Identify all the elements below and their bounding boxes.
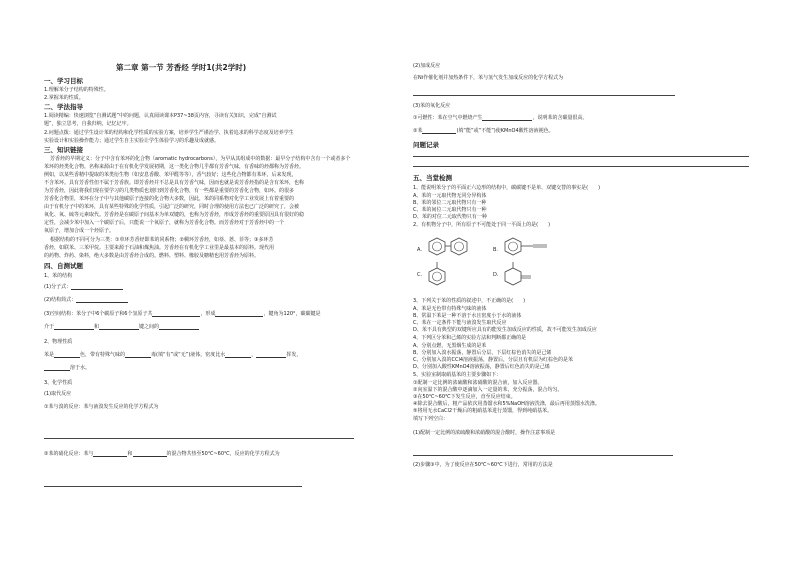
test-question: 4、下列区分苯和己烯的实验方法和判断都正确的是 bbox=[413, 335, 527, 341]
test-question: 2、有机物分子中，所有原子不可能处于同一平面上的是( ) bbox=[413, 222, 551, 228]
answer-blank[interactable] bbox=[54, 352, 80, 358]
answer-blank[interactable] bbox=[422, 128, 456, 134]
answer-blank[interactable] bbox=[44, 365, 70, 371]
answer-blank[interactable] bbox=[71, 284, 123, 290]
question-line: ②苯的硝化反应：苯与 和 的混合物共热至50℃~60℃，反应的化学方程式为 bbox=[44, 451, 280, 457]
answer-blank[interactable] bbox=[225, 352, 251, 358]
link-text: 根据结构的不同可分为三类：①单环芳香烃即苯的同系物；②稠环芳香烃，如萘、蒽、菲等；③多环芳 bbox=[50, 237, 274, 243]
option[interactable]: D、苯不具有典型的双键所应具有的能发生加成反应的性质，故不可能发生加成反应 bbox=[413, 327, 597, 333]
section-heading: 三、知识链接 bbox=[44, 146, 83, 154]
step: ④除去混合酸后，粗产品依次用蒸馏水和5%NaOH溶液洗涤，最后再用蒸馏水洗涤。 bbox=[413, 401, 600, 407]
link-text: 的药物、炸药、染料，绝大多数是由芳香烃合成的。燃料、塑料、橡胶及糖精也用芳香烃为原料。 bbox=[44, 253, 260, 259]
test-question: 5、实验室制取硝基苯的主要步骤如下： bbox=[413, 372, 502, 378]
question-line: 苯是 色，带有特殊气味的 毒(填“有”或“无”)液体，密度比水 ， 挥发， bbox=[44, 352, 302, 358]
guide-text: 1.阅读精编：快速浏览“自测试题”中的问题，认真阅读课本P37~38页内容，寻读有关知识，完成“自测试 bbox=[44, 113, 277, 119]
option[interactable]: C. bbox=[417, 272, 423, 278]
link-text: 不含苯环。具有芳香性但不属于芳香族。即芳香烃并不总是具有芳香气味，因而也就是说芳香烃指的是含有苯环，也称 bbox=[44, 180, 305, 186]
option[interactable]: B、苯的邻位二元取代物只有一种 bbox=[413, 200, 487, 206]
question-heading: 3、化学性质 bbox=[44, 380, 73, 386]
goal-item: 2.掌握苯的性质。 bbox=[44, 95, 84, 101]
step: ③在50℃~60℃下发生反应，直至反应结束。 bbox=[413, 394, 516, 400]
option[interactable]: A、苯的一元取代物无同分异构体 bbox=[413, 193, 487, 199]
question-line: ①苯与溴的反应：苯与液溴发生反应的化学方程式为 bbox=[44, 404, 159, 410]
note-line[interactable] bbox=[413, 166, 749, 167]
question-line: (2)结构简式： bbox=[44, 297, 128, 303]
answer-line[interactable] bbox=[44, 438, 354, 439]
answer-blank[interactable] bbox=[125, 352, 151, 358]
answer-blank[interactable] bbox=[133, 451, 167, 457]
section-heading: 二、学法指导 bbox=[44, 103, 83, 111]
link-text: 例如，以某些香精中提取的苯类衍生物（如安息香酸、苯甲醛等等），香气较好；这些化合物都有苯环，后来发现， bbox=[44, 172, 297, 178]
answer-blank[interactable] bbox=[99, 324, 139, 330]
link-text: 氧化、氧、硫等元素取代。芳香烃是在碳原子间基本为单双键的，也称为芳香烃，形成芳香烃的重要原因具有很好的稳 bbox=[44, 212, 305, 218]
guide-text: 实验设计和实验操作能力；通过学生自主实验让学生体验学习的乐趣及成就感。 bbox=[44, 138, 220, 144]
link-text: 香烃，如联苯、三苯甲烷。主要来源于石油和煤焦油。芳香烃在有机化学工业里是最基本的原料。现代用 bbox=[44, 245, 275, 251]
page-title: 第二章 第一节 芳香烃 学时1(共2学时) bbox=[116, 63, 247, 72]
link-text: 苯环的烃类化合物。名称来源由于在有机化学发展初期，这一类化合物几乎都有芳香气味，有香味的烃都称为芳香烃。 bbox=[44, 164, 305, 170]
section-heading: 四、自测试题 bbox=[44, 262, 83, 270]
benzene-structure bbox=[427, 236, 487, 262]
option[interactable]: A、分别点燃，无黑烟生成的是苯 bbox=[413, 343, 487, 349]
section-heading: 问题记录 bbox=[413, 141, 439, 149]
answer-blank[interactable] bbox=[54, 324, 94, 330]
question-line: (3)苯的氧化反应 bbox=[413, 103, 451, 109]
guide-text: 2.问题点拨：通过学生设计苯的结构和化学性质的实验方案，培养学生严谨治学、执着追求的科学态度及培养学生 bbox=[44, 130, 294, 136]
question-line: (2)加成反应 bbox=[413, 63, 441, 69]
question-heading: 1、苯的结构 bbox=[44, 273, 73, 279]
question-line: 在Ni作催化剂并加热条件下，苯与氢气发生加成反应的化学方程式为 bbox=[413, 75, 564, 81]
answer-blank[interactable] bbox=[215, 311, 263, 317]
answer-blank[interactable] bbox=[256, 352, 286, 358]
section-heading: 一、学习目标 bbox=[44, 77, 83, 85]
question-line: (2)步骤③中，为了使反应在50℃~60℃下进行，常用的方法是 bbox=[413, 462, 553, 468]
instruction: 填写下列空白： bbox=[413, 416, 449, 422]
question-line: 介于 和 键之间的 bbox=[44, 324, 199, 330]
answer-line[interactable] bbox=[413, 95, 675, 96]
link-text: 由于有机分子中的苯环，具有某些特殊的化学性质，引起广泛的研究，同时合理的使用方法也已广泛的研究了，会被 bbox=[44, 204, 300, 210]
answer-blank[interactable] bbox=[159, 324, 199, 330]
option[interactable]: B. bbox=[493, 247, 499, 253]
link-text: 氧原子，增加合成一个烃原子。 bbox=[44, 228, 115, 234]
option[interactable]: C、分别加入溴的CCl4溶液振荡，静置后，分层且有机层为红棕色的是苯 bbox=[413, 357, 574, 363]
answer-blank[interactable] bbox=[482, 115, 532, 121]
option[interactable]: D、苯的对位二元取代物只有一种 bbox=[413, 214, 487, 220]
option[interactable]: C、苯的间位二元取代物只有一种 bbox=[413, 207, 487, 213]
option[interactable]: D. bbox=[493, 272, 499, 278]
question-heading: 2、物理性质 bbox=[44, 339, 73, 345]
answer-line[interactable] bbox=[44, 486, 302, 487]
question-line: (3)空间结构：苯分子中6个碳原子和6个氢原子共 ，形成 ，键角为120°，碳碳键是 bbox=[44, 311, 321, 317]
option[interactable]: B、分别加入溴水振荡，静置后分层，下层红棕色消失的是己烯 bbox=[413, 350, 552, 356]
step: ①配制一定比例的浓硫酸和浓硝酸的混合液，加入反应器。 bbox=[413, 380, 543, 386]
answer-blank[interactable] bbox=[152, 311, 200, 317]
styrene-structure bbox=[503, 236, 563, 262]
section-heading: 五、当堂检测 bbox=[413, 174, 452, 182]
option[interactable]: A. bbox=[417, 247, 422, 253]
option[interactable]: D、分别加入酸性KMnO4溶液振荡，静置后红色消失的是己烯 bbox=[413, 364, 550, 370]
goal-item: 1.理解苯分子结构的特殊性。 bbox=[44, 87, 109, 93]
link-text: 定性，会减少苯中加入一个碳原子后，只能说一个氧原子，就称为芳香化合物。而芳香烃对于芳香烃中的一个 bbox=[44, 220, 285, 226]
question-line: 溶于水。 bbox=[44, 365, 90, 371]
test-question: 1、能说明苯分子的平面正六边形的结构中，碳碳键不是单、双键交替的事实是( ) bbox=[413, 185, 601, 191]
option[interactable]: A、苯是无色带有特殊气味的液体 bbox=[413, 306, 487, 312]
answer-blank[interactable] bbox=[76, 297, 128, 303]
test-question: 3、下列关于苯的性质的叙述中，不正确的是( ) bbox=[413, 298, 526, 304]
question-line: (1)分子式： bbox=[44, 284, 123, 290]
guide-text: 题”，独立思考，自我归纳，记忆记牢。 bbox=[44, 121, 132, 127]
step: ②向室温下的混合酸中逐滴加入一定量的苯，充分振荡，混合均匀。 bbox=[413, 387, 563, 393]
note-line[interactable] bbox=[413, 156, 749, 157]
toluene-structure bbox=[427, 262, 467, 288]
question-line: (1)配制一定比例的浓硫酸和浓硝酸的混合酸时，操作注意事项是 bbox=[413, 430, 556, 436]
question-line: (1)取代反应 bbox=[44, 391, 72, 397]
link-text: 为芳香烃，因此将我们现在要学习的几类物质也划归到芳香化合物，有一些都是重要的芳香化合物，如环。的很多 bbox=[44, 188, 295, 194]
question-line: ①可燃性：苯在空气中燃烧产生 ，说明苯的含碳量很高。 bbox=[413, 115, 588, 121]
option[interactable]: C、苯在一定条件下能与液溴发生取代反应 bbox=[413, 320, 507, 326]
link-text: 芳香烃的早期定义：分子中含有苯环的化合物（aromatic hydrocarbons），为早从其组成中的数据：最早分子结构中含有一个或者多个 bbox=[50, 156, 351, 162]
answer-line[interactable] bbox=[413, 455, 673, 456]
vinyl-structure bbox=[503, 262, 543, 288]
link-text: 芳香化合物里，苯环在分子中与其他碳原子连接的化合物大多数，因此，苯的同系物对化学工业发展上有着重要的 bbox=[44, 196, 295, 202]
question-line: ②苯 (填“能”或“不能”)使KMnO4酸性溶液褪色。 bbox=[413, 128, 554, 134]
answer-blank[interactable] bbox=[93, 451, 127, 457]
step: ⑤将用无水CaCl2干燥后的粗硝基苯进行蒸馏，得到纯硝基苯。 bbox=[413, 408, 553, 414]
option[interactable]: B、常温下苯是一种不溶于水且密度小于水的液体 bbox=[413, 313, 522, 319]
